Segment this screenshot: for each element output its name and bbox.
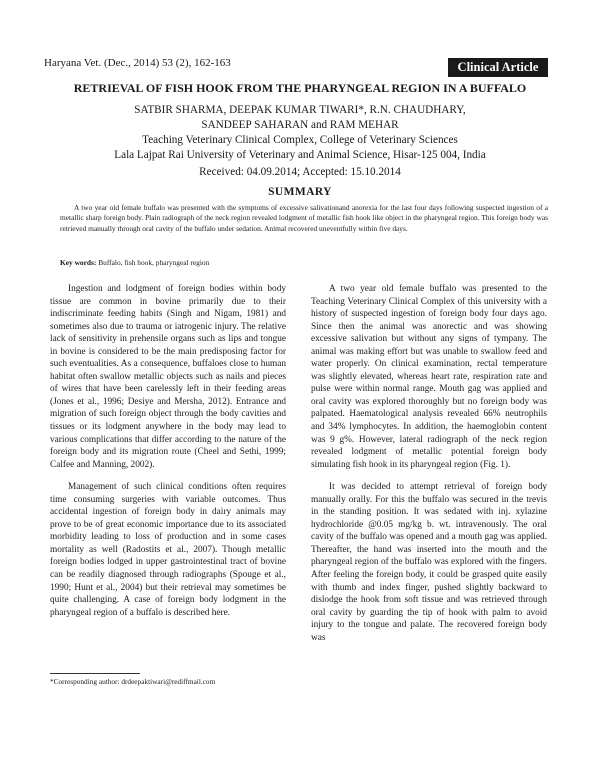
article-title: RETRIEVAL OF FISH HOOK FROM THE PHARYNGEAL REGION IN A BUFFALO: [73, 81, 527, 95]
summary-heading: SUMMARY: [268, 186, 332, 198]
summary-text: A two year old female buffalo was presented with the symptoms of excessive salivationand anorexia for the last four days following suspected ingestion of a metallic sharp foreign body. Plain radiograph of the neck region revealed lodgment of metallic fish hook like object in the pharyngeal region. This foreign body was retrieved manually through oral cavity of the buffalo under sedation. Animal recovered uneventfully within five days.: [60, 203, 548, 233]
body-paragraph: A two year old female buffalo was presented to the Teaching Veterinary Clinical Complex of this university with a history of suspected ingestion of foreign body four days ago. Since then the animal was anorectic and was showing excessive salivation but without any signs of tympany. The animal was making effort but was unable to swallow feed and water properly. On clinical examination, rectal temperature was slightly elevated, whereas heart rate, respiration rate and pulse were within normal range. Mouth gag was applied and oral cavity was explored thoroughly but no foreign body was palpated. Haematological analysis revealed 66% neutrophils and 34% lymphocytes. In addition, the haemoglobin content was 9 g%. However, lateral radiograph of the neck region revealed lodgment of metallic potential foreign body simulating fish hook in its pharyngeal region (Fig. 1).: [311, 284, 547, 470]
affiliation: [40, 133, 560, 162]
article-type-badge: Clinical Article: [448, 58, 548, 77]
body-column-right: [311, 283, 547, 644]
keywords-label: Key words:: [60, 258, 97, 267]
body-paragraph: Management of such clinical conditions often requires time consuming surgeries with variable outcomes. Thus accidental ingestion of foreign body in dairy animals may prove to be of great economic importance due to its associated morbidity leading to loss of production and in some cases mortality as well (Radostits et al., 2007). Though metallic foreign bodies lodged in upper gastrointestinal tract of bovine can be readily diagnosed through radiographs (Spouge et al., 1990; Hunt et al., 2004) but their retrieval may sometimes be quite challenging. A case of foreign body lodgment in the pharyngeal region of a buffalo is described here.: [50, 482, 286, 618]
author-line-2: SANDEEP SAHARAN and RAM MEHAR: [201, 118, 399, 131]
affiliation-line-1: Teaching Veterinary Clinical Complex, College of Veterinary Sciences: [142, 134, 458, 146]
corresponding-author-footnote: *Corresponding author: drdeepaktiwari@rediffmail.com: [50, 677, 216, 686]
author-line-1: SATBIR SHARMA, DEEPAK KUMAR TIWARI*, R.N. CHAUDHARY,: [134, 104, 466, 116]
body-paragraph: Ingestion and lodgment of foreign bodies within body tissue are common in bovine primarily due to their indiscriminate feeding habits (Singh and Nigam, 1981) and sometimes also due to trauma or iatrogenic injury. The relative lack of sensitivity in prehensile organs such as lips and tongue in bovine is considered to be the main predisposing factor for such eventualities. As a consequence, buffaloes close to human habitat often swallow metallic objects such as nails and pieces of wires that have been carelessly left in their feeding areas (Jones et al., 1996; Desiye and Mersha, 2012). Entrance and migration of such foreign object through the body cavities and tissues or its lodgment anywhere in the body may lead to various complications that differ according to the nature of the foreign body and its migration route (Cheel and Sethi, 1999; Calfee and Manning, 2002).: [50, 284, 286, 470]
author-list: [40, 103, 560, 132]
keywords-text: Buffalo, fish hook, pharyngeal region: [98, 258, 210, 267]
body-paragraph: It was decided to attempt retrieval of foreign body manually orally. For this the buffalo was secured in the trevis in the standing position. It was sedated with inj. xylazine hydrochloride @0.05 mg/kg b. wt. intravenously. The oral cavity of the buffalo was opened and a mouth gag was applied. Thereafter, the hand was inserted into the mouth and the pharyngeal region of the buffalo was explored with the fingers. After feeling the foreign body, it could be grasped quite easily with thumb and index finger, pushed slightly backward to dislodge the hook from soft tissue and was retrieved through oral cavity by guarding the tip of hook with palm to avoid injury to the tongue and palate. The recovered foreign body was: [311, 482, 547, 643]
journal-citation: Haryana Vet. (Dec., 2014) 53 (2), 162-163: [44, 57, 231, 69]
body-column-left: [50, 283, 286, 619]
footnote-divider: [50, 673, 140, 674]
keywords: [60, 258, 548, 268]
received-accepted-dates: Received: 04.09.2014; Accepted: 15.10.2014: [199, 166, 401, 178]
affiliation-line-2: Lala Lajpat Rai University of Veterinary and Animal Science, Hisar-125 004, India: [114, 148, 486, 161]
